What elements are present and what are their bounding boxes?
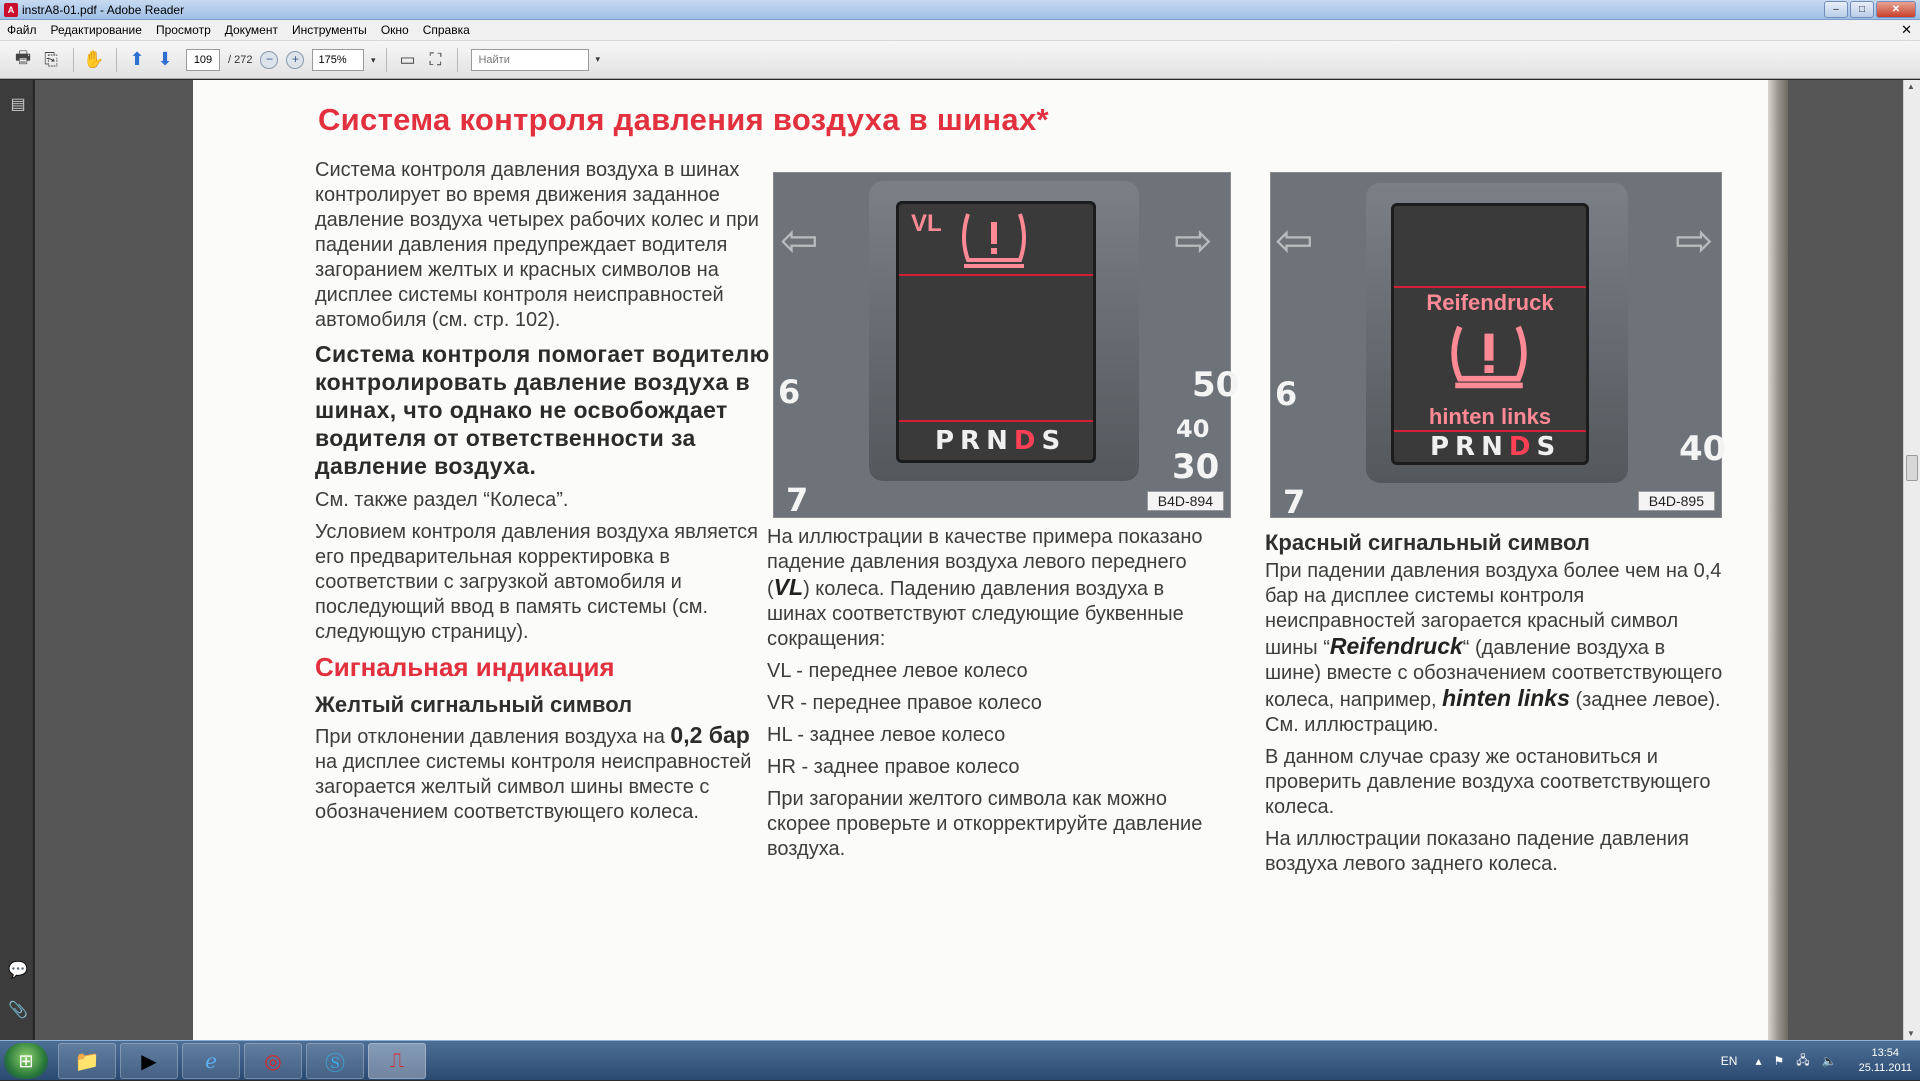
text: на дисплее системы контроля неисправностей загорается желтый символ шины вместе с обозначением соответствующего колеса.	[315, 751, 752, 823]
gear-active: D	[1508, 432, 1537, 462]
pdf-page	[193, 80, 1768, 1040]
zoom-select[interactable]	[312, 49, 376, 71]
page-edge-shadow	[1768, 80, 1788, 1040]
text: При падении давления воздуха более чем на 0,4 бар на дисплее системы контроля неисправностей загорается красный символ шины “	[1265, 560, 1722, 659]
volume-icon[interactable]: 🔈	[1821, 1054, 1837, 1068]
zoom-value: 175%	[318, 53, 347, 66]
paragraph: При загорании желтого символа как можно скорее проверьте и откорректируйте давление воздуха.	[767, 788, 1203, 860]
navigation-pane	[0, 80, 34, 1040]
media-player-icon[interactable]: ▶	[120, 1043, 178, 1079]
chevron-down-icon[interactable]: ▾	[595, 54, 600, 64]
caption	[767, 525, 1227, 652]
text: При отклонении давления воздуха на	[315, 726, 671, 748]
menu-edit[interactable]: Редактирование	[50, 23, 142, 37]
dial-number: 7	[786, 481, 809, 519]
subsection-heading: Желтый сигнальный символ	[315, 692, 633, 717]
maximize-button[interactable]: □	[1850, 1, 1874, 18]
fit-page-icon[interactable]: ⛶	[429, 49, 442, 69]
separator-line	[899, 274, 1093, 276]
clock[interactable]	[1859, 1046, 1912, 1076]
text-column-1	[315, 158, 770, 832]
chevron-down-icon: ▾	[370, 54, 376, 65]
gear-indicator	[935, 426, 1066, 456]
language-indicator[interactable]: EN	[1720, 1054, 1738, 1068]
adobe-reader-icon: A	[4, 3, 18, 17]
paragraph: Система контроля давления воздуха в шинах контролирует во время движения заданное давление воздуха четырех рабочих колес и при падении давления предупреждает водителя загоранием желтых и красных символов на дисплее системы контроля неисправностей автомобиля (см. стр. 102).	[315, 159, 759, 331]
page-total: / 272	[228, 53, 253, 66]
scroll-thumb[interactable]	[1906, 455, 1918, 481]
german-term: hinten links	[1442, 685, 1570, 711]
window-controls	[1824, 1, 1916, 18]
paragraph: На иллюстрации показано падение давления воздуха левого заднего колеса.	[1265, 828, 1689, 875]
menu-document[interactable]: Документ	[224, 23, 278, 37]
abbr-item: HR - заднее правое колесо	[767, 756, 1020, 778]
dial-number: 7	[1283, 483, 1306, 521]
zoom-out-icon[interactable]: −	[260, 51, 278, 69]
right-turn-arrow-icon: ⇨	[1675, 214, 1714, 266]
menu-tools[interactable]: Инструменты	[291, 23, 367, 37]
menu-bar	[0, 20, 1920, 41]
close-button[interactable]: ✕	[1876, 1, 1916, 18]
paragraph: См. также раздел “Колеса”.	[315, 489, 569, 511]
start-button[interactable]: ⊞	[4, 1043, 48, 1079]
text: (заднее левое). См. иллюстрацию.	[1265, 689, 1721, 736]
window-title: instrA8-01.pdf - Adobe Reader	[22, 2, 185, 17]
dial-number: 40	[1679, 429, 1727, 469]
left-turn-arrow-icon: ⇦	[780, 214, 819, 266]
subsection-heading: Красный сигнальный символ	[1265, 530, 1590, 555]
page-title: Система контроля давления воздуха в шинах*	[318, 102, 1049, 137]
gear-sport: S	[1041, 426, 1067, 456]
wheel-position-text: hinten links	[1428, 404, 1552, 429]
dial-number: 40	[1176, 415, 1210, 443]
system-tray	[1721, 1041, 1912, 1081]
toolbar-separator	[116, 48, 117, 72]
gear-indicator	[1430, 432, 1561, 462]
toolbar	[0, 41, 1920, 79]
warning-text: Reifendruck	[1426, 290, 1554, 315]
display-screen	[1391, 203, 1589, 465]
menu-view[interactable]: Просмотр	[155, 23, 211, 37]
scroll-down-icon[interactable]: ▼	[1907, 1029, 1915, 1038]
action-center-flag-icon[interactable]: ⚑	[1773, 1054, 1785, 1068]
abbr-item: VR - переднее правое колесо	[767, 692, 1042, 714]
left-turn-arrow-icon: ⇦	[1275, 214, 1314, 266]
toolbar-separator	[457, 48, 458, 72]
gear-letters: PRN	[1430, 432, 1509, 462]
figure-code: B4D-894	[1147, 491, 1224, 511]
internet-explorer-icon[interactable]: ℯ	[182, 1043, 240, 1079]
hand-tool-icon[interactable]: ✋	[83, 49, 105, 69]
minimize-button[interactable]: –	[1824, 1, 1848, 18]
warning-paragraph: Система контроля помогает водителю контролировать давление воздуха в шинах, что однако не освобождает водителя от ответственности за давление воздуха.	[315, 341, 770, 479]
gear-letters: PRN	[935, 426, 1014, 456]
dial-number: 6	[1275, 375, 1298, 413]
figure-code: B4D-895	[1638, 491, 1715, 511]
pressure-value: 0,2 бар	[670, 722, 750, 748]
menu-file[interactable]: Файл	[7, 23, 37, 37]
text: “ (давление воздуха в шине) вместе с обозначением соответствующего колеса, например,	[1265, 637, 1723, 711]
paragraph: Условием контроля давления воздуха является его предварительная корректировка в соответствии с загрузкой автомобиля и последующий ввод в память системы (см. следующую страницу).	[315, 521, 759, 643]
german-term: Reifendruck	[1329, 633, 1463, 659]
right-turn-arrow-icon: ⇨	[1174, 214, 1213, 266]
clock-date: 25.11.2011	[1858, 1062, 1912, 1074]
dial-number: 30	[1172, 447, 1220, 487]
text: ) колеса. Падению давления воздуха в шинах соответствуют следующие буквенные сокращения:	[767, 578, 1184, 650]
next-page-icon[interactable]: ⬇	[157, 49, 173, 69]
paragraph: В данном случае сразу же остановиться и проверить давление воздуха соответствующего колеса.	[1265, 746, 1711, 818]
pages-icon[interactable]: ▤	[10, 96, 26, 113]
vertical-scrollbar[interactable]	[1903, 80, 1920, 1040]
menu-window[interactable]: Окно	[380, 23, 409, 37]
gear-sport: S	[1536, 432, 1562, 462]
tire-pressure-icon	[1444, 318, 1534, 392]
zoom-in-icon[interactable]: +	[286, 51, 304, 69]
text-column-3	[1265, 530, 1725, 884]
adobe-reader-taskbar-icon[interactable]: ⎍	[368, 1043, 426, 1079]
previous-page-icon[interactable]: ⬆	[129, 49, 145, 69]
paragraph	[1265, 559, 1725, 738]
separator-line	[1394, 286, 1586, 288]
tray-expand-icon[interactable]: ▴	[1755, 1054, 1762, 1068]
taskbar	[0, 1040, 1920, 1080]
comments-icon[interactable]: 💬	[8, 962, 28, 979]
network-icon[interactable]: 🖧	[1796, 1052, 1810, 1067]
dial-number: 50	[1192, 365, 1240, 405]
section-heading: Сигнальная индикация	[315, 652, 615, 682]
code-vl: VL	[773, 574, 804, 600]
scroll-up-icon[interactable]: ▲	[1907, 82, 1915, 91]
wheel-code: VL	[911, 210, 942, 237]
window-titlebar	[0, 0, 1920, 20]
abbr-item: VL - переднее левое колесо	[767, 660, 1028, 682]
dial-number: 6	[778, 373, 801, 411]
print-icon[interactable]: 🖶	[14, 48, 32, 67]
attachments-icon[interactable]: 📎	[8, 1002, 28, 1019]
abbr-item: HL - заднее левое колесо	[767, 724, 1006, 746]
page-number-input[interactable]: 109	[186, 49, 220, 71]
separator-line	[899, 420, 1093, 422]
skype-icon[interactable]: Ⓢ	[306, 1043, 364, 1079]
explorer-icon[interactable]: 📁	[58, 1043, 116, 1079]
text-column-2	[767, 525, 1227, 869]
gear-active: D	[1013, 426, 1042, 456]
share-icon[interactable]: ⎘	[44, 49, 58, 69]
find-input[interactable]: Найти	[471, 49, 589, 71]
toolbar-separator	[386, 48, 387, 72]
dashboard-photo-red	[1270, 172, 1727, 521]
display-screen	[896, 201, 1096, 463]
text: На иллюстрации в качестве примера показано падение давления воздуха левого переднего (	[767, 526, 1203, 600]
toolbar-separator	[73, 48, 74, 72]
dashboard-photo-yellow	[773, 172, 1240, 519]
menu-help[interactable]: Справка	[422, 23, 470, 37]
paragraph	[315, 723, 770, 825]
document-close-icon[interactable]: ✕	[1901, 22, 1912, 37]
fit-width-icon[interactable]: ▭	[399, 49, 416, 69]
clock-time: 13:54	[1871, 1047, 1900, 1059]
tire-pressure-icon	[954, 208, 1034, 270]
document-area	[35, 80, 1903, 1040]
opera-icon[interactable]: ◎	[244, 1043, 302, 1079]
